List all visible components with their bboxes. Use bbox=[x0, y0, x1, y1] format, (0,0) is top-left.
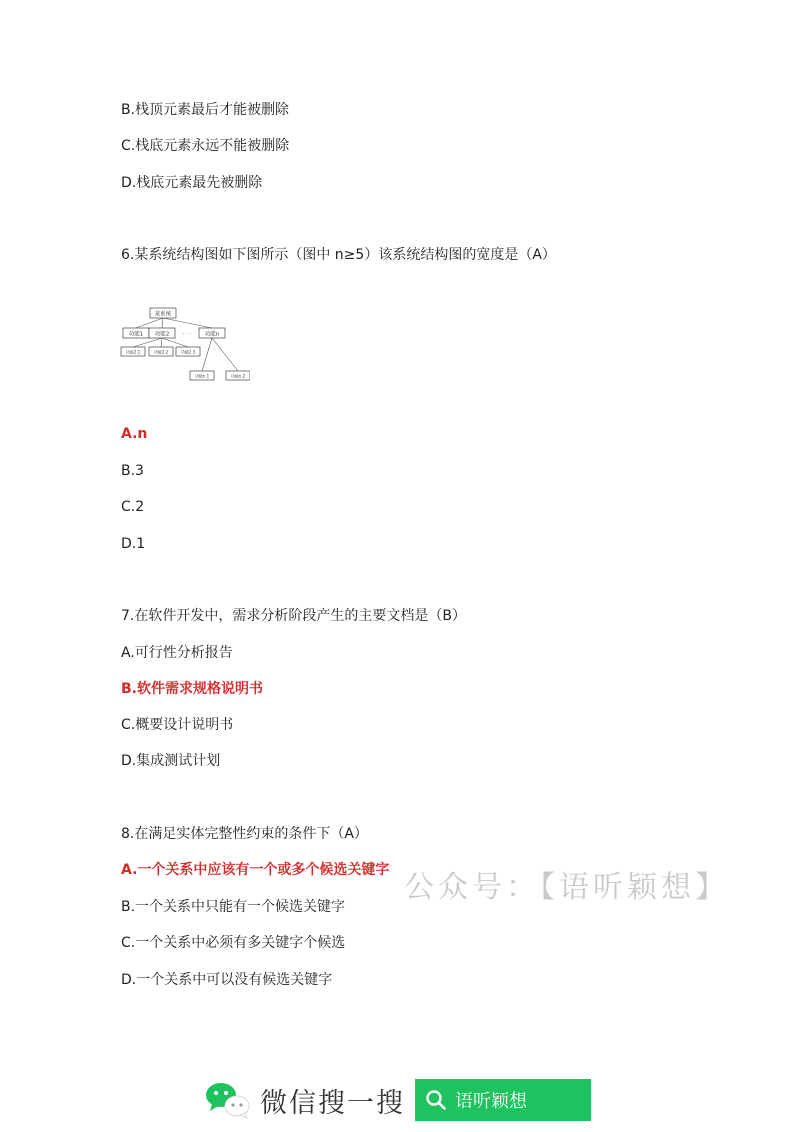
q8-option-d: D.一个关系中可以没有候选关键字 bbox=[121, 972, 333, 988]
q8-question: 8.在满足实体完整性约束的条件下（A） bbox=[121, 826, 368, 842]
diagram-node-func22: 功能2.2 bbox=[153, 349, 169, 355]
q7-option-d: D.集成测试计划 bbox=[121, 753, 221, 769]
diagram-node-func21: 功能2.1 bbox=[125, 349, 141, 355]
q8-answer: A.一个关系中应该有一个或多个候选关键字 bbox=[121, 862, 390, 878]
wechat-search-label: 微信搜一搜 bbox=[260, 1087, 405, 1119]
diagram-node-func2: 功能2 bbox=[154, 331, 170, 338]
diagram-node-funcn1: 功能n.1 bbox=[194, 373, 210, 379]
system-structure-diagram bbox=[118, 306, 250, 384]
q6-option-d: D.1 bbox=[121, 536, 146, 552]
q8-option-b: B.一个关系中只能有一个候选关键字 bbox=[121, 899, 346, 915]
q7-question: 7.在软件开发中，需求分析阶段产生的主要文档是（B） bbox=[121, 608, 466, 624]
watermark-text: 公众号：【语听颖想】 bbox=[404, 870, 729, 905]
q6-question: 6.某系统结构图如下图所示（图中 n≥5）该系统结构图的宽度是（A） bbox=[121, 247, 556, 263]
q7-answer: B.软件需求规格说明书 bbox=[121, 681, 263, 697]
wechat-icon bbox=[204, 1080, 252, 1120]
diagram-root: 某系统 bbox=[154, 311, 172, 318]
q7-option-c: C.概要设计说明书 bbox=[121, 717, 234, 733]
q6-option-b: B.3 bbox=[121, 463, 144, 479]
diagram-node-funcn2: 功能n.2 bbox=[230, 373, 246, 379]
q5-option-d: D.栈底元素最先被删除 bbox=[121, 175, 263, 191]
diagram-node-funcn: 功能n bbox=[204, 331, 220, 338]
q6-option-c: C.2 bbox=[121, 499, 145, 515]
q5-option-c: C.栈底元素永远不能被删除 bbox=[121, 138, 290, 154]
diagram-node-func23: 功能2.3 bbox=[180, 349, 196, 355]
q6-answer: A.n bbox=[121, 426, 148, 442]
search-box[interactable] bbox=[415, 1079, 591, 1121]
wechat-search-banner bbox=[204, 1078, 591, 1122]
diagram-node-func1: 功能1 bbox=[128, 331, 144, 338]
q5-option-b: B.栈顶元素最后才能被删除 bbox=[121, 102, 290, 118]
q8-option-c: C.一个关系中必须有多关键字个候选 bbox=[121, 935, 346, 951]
search-icon bbox=[425, 1089, 447, 1111]
q7-option-a: A.可行性分析报告 bbox=[121, 645, 233, 661]
diagram-ellipsis: · · · bbox=[182, 331, 192, 337]
search-query: 语听颖想 bbox=[455, 1091, 527, 1112]
